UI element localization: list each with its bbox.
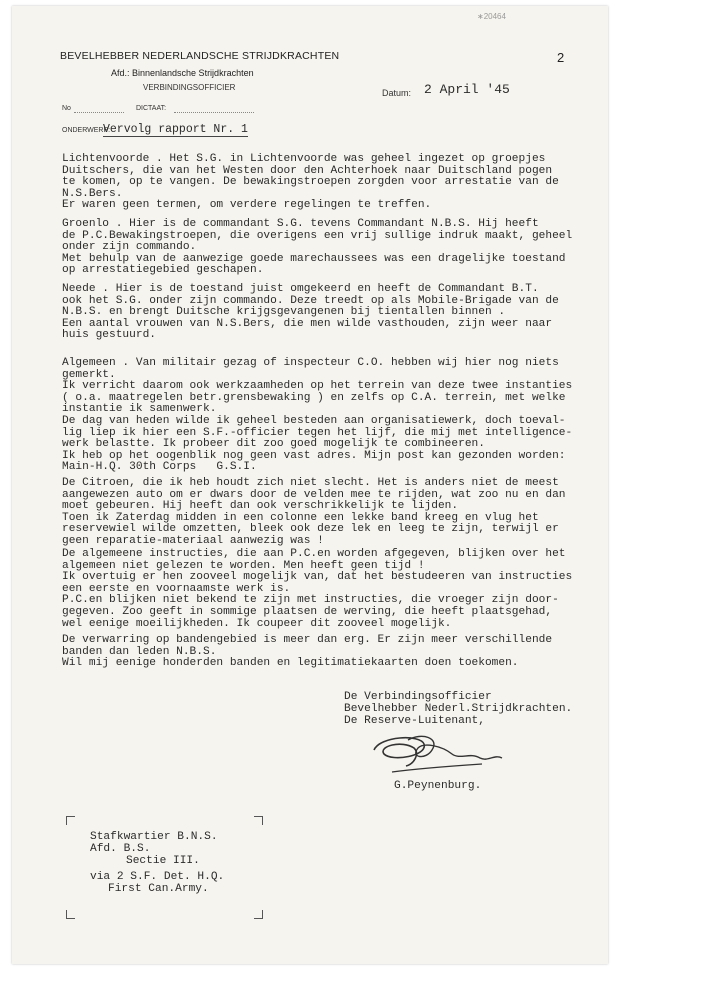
text-line: Neede . Hier is de toestand juist omgekeerd en heeft de Commandant B.T. [62, 283, 539, 295]
text-line: wel eenige moeilijkheden. Ik coupeer dit zooveel mogelijk. [62, 617, 452, 630]
paragraph-algemeen [62, 358, 610, 474]
text-line: gemerkt. [62, 368, 116, 381]
text-line: Met behulp van de aanwezige goede marechaussees was een dragelijke toestand [62, 252, 566, 265]
paragraph-citroen [62, 478, 610, 548]
paragraph-instructies [62, 549, 610, 630]
letterhead-dept: Afd.: Binnenlandsche Strijdkrachten [111, 68, 254, 78]
address-line-1: Stafkwartier B.N.S. [90, 831, 218, 843]
signature-name: G.Peynenburg. [394, 780, 482, 792]
text-line: Main-H.Q. 30th Corps G.S.I. [62, 461, 257, 474]
paragraph-groenlo [62, 219, 610, 277]
text-line: op arrestatiegebied geschapen. [62, 264, 264, 277]
paragraph-neede [62, 284, 610, 342]
text-line: P.C.en blijken niet bekend te zijn met instructies, die vroeger zijn door- [62, 594, 559, 607]
text-line: moet gebeuren. Hij heeft dan ook verschrikkelijk te lijden. [62, 500, 459, 513]
no-line [74, 112, 124, 113]
archive-mark: ∗20464 [477, 12, 506, 21]
text-line: Een aantal vrouwen van N.S.Bers, die men wilde vasthouden, zijn weer naar [62, 317, 553, 330]
dictaat-line [174, 112, 254, 113]
address-line-5: First Can.Army. [108, 883, 209, 895]
text-line: Groenlo . Hier is de commandant S.G. tevens Commandant N.B.S. Hij heeft [62, 218, 539, 230]
text-line: aangewezen auto om er dwars door de velden mee te rijden, wat zoo nu en dan [62, 488, 566, 501]
subject-value: Vervolg rapport Nr. 1 [103, 123, 248, 136]
no-label: No [62, 105, 71, 112]
letterhead-officer: VERBINDINGSOFFICIER [143, 83, 236, 92]
text-line: Algemeen . Van militair gezag of inspecteur C.O. hebben wij hier nog niets [62, 357, 559, 369]
handwritten-signature [362, 728, 512, 788]
text-line: N.B.S. en brengt Duitsche krijgsgevangenen bij tientallen binnen . [62, 306, 506, 319]
text-line: Ik verricht daarom ook werkzaamheden op het terrein van deze twee instanties [62, 380, 573, 393]
crop-mark-bottom-right [254, 910, 263, 919]
text-line: Ik overtuig er hen zooveel mogelijk van, dat het bestudeeren van instructies [62, 571, 573, 584]
crop-mark-top-left [66, 816, 75, 825]
text-line: De algemeene instructies, die aan P.C.en worden afgegeven, blijken over het [62, 548, 566, 560]
text-line: algemeen niet gelezen te worden. Men heeft geen tijd ! [62, 559, 425, 572]
text-line: gegeven. Zoo geeft in sommige plaatsen de werving, die heeft plaatsgehad, [62, 605, 553, 618]
text-line: onder zijn commando. [62, 241, 197, 254]
text-line: De Citroen, die ik heb houdt zich niet slecht. Het is anders niet de meest [62, 477, 559, 489]
text-line: Duitschers, die van het Westen door den Achterhoek naar Duitschland pogen [62, 164, 553, 177]
text-line: een eerste en voornaamste werk is. [62, 582, 291, 595]
address-line-4: via 2 S.F. Det. H.Q. [90, 871, 225, 883]
address-line-3: Sectie III. [126, 855, 200, 867]
onderwerp-label: ONDERWERP: [62, 127, 111, 134]
text-line: werk belastte. Ik probeer dit zoo goed mogelijk te combineeren. [62, 438, 485, 451]
signature-line-3: De Reserve-Luitenant, [344, 715, 485, 727]
text-line: geen reparatie-materiaal aanwezig was ! [62, 534, 324, 547]
signature-line-2: Bevelhebber Nederl.Strijdkrachten. [344, 703, 573, 715]
text-line: Er waren geen termen, om verdere regelingen te treffen. [62, 199, 432, 212]
text-line: Toen ik Zaterdag midden in een colonne een lekke band kreeg en vlug het [62, 511, 539, 524]
page-number: 2 [557, 50, 565, 65]
text-line: De verwarring op bandengebied is meer dan erg. Er zijn meer verschillende [62, 634, 553, 646]
text-line: N.S.Bers. [62, 187, 123, 200]
text-line: lig liep ik hier een S.F.-officier tegen het lijf, die mij met intelligence- [62, 426, 573, 439]
text-line: Wil mij eenige honderden banden en legitimatiekaarten doen toekomen. [62, 657, 519, 670]
crop-mark-top-right [254, 816, 263, 825]
text-line: huis gestuurd. [62, 329, 156, 342]
text-line: de P.C.Bewakingstroepen, die overigens een vrij sullige indruk maakt, geheel [62, 229, 573, 242]
address-line-2: Afd. B.S. [90, 843, 151, 855]
text-line: Lichtenvoorde . Het S.G. in Lichtenvoorde was geheel ingezet op groepjes [62, 153, 546, 165]
text-line: ook het S.G. onder zijn commando. Deze treedt op als Mobile-Brigade van de [62, 294, 559, 307]
text-line: Ik heb op het oogenblik nog geen vast adres. Mijn post kan gezonden worden: [62, 449, 566, 462]
date-label: Datum: [382, 88, 412, 98]
text-line: instantie ik samenwerk. [62, 403, 217, 416]
text-line: te komen, op te vangen. De bewakingstroepen zorgden voor arrestatie van de [62, 176, 559, 189]
text-line: banden dan leden N.B.S. [62, 645, 217, 658]
paragraph-banden [62, 635, 610, 670]
paragraph-lichtenvoorde [62, 154, 610, 212]
text-line: ( o.a. maatregelen betr.grensbewaking ) en zelfs op C.A. terrein, met welke [62, 391, 566, 404]
signature-line-1: De Verbindingsofficier [344, 691, 492, 703]
text-line: De dag van heden wilde ik geheel besteden aan organisatiewerk, doch toeval- [62, 414, 566, 427]
crop-mark-bottom-left [66, 910, 75, 919]
text-line: reservewiel wilde omzetten, bleek ook deze lek en leeg te zijn, terwijl er [62, 523, 559, 536]
letterhead-org: BEVELHEBBER NEDERLANDSCHE STRIJDKRACHTEN [60, 50, 340, 62]
date-value: 2 April '45 [424, 82, 510, 97]
dictaat-label: DICTAAT: [136, 105, 167, 112]
document-page [12, 6, 608, 964]
